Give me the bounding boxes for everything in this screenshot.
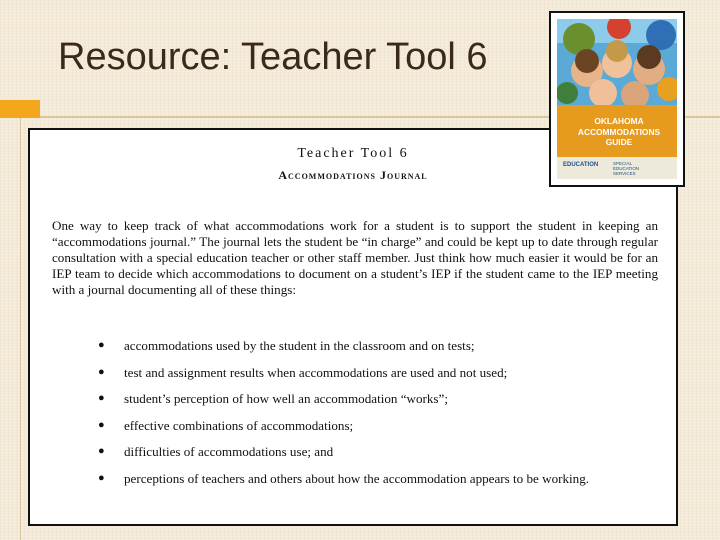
list-item-text: effective combinations of accommodations; <box>124 417 354 433</box>
cover-footer <box>557 157 677 179</box>
bullet-icon: ● <box>98 365 105 378</box>
document-paragraph: One way to keep track of what accommodations work for a student is to support the student in keeping an “accommodations journal.” The journal lets the student be “in charge” and could be kept up to date through regular consultation with a special education teacher or other staff member. Just think how much easier it would be for an IEP team to decide which accommodations to document on a student’s IEP if the student came to the IEP meeting with a journal documenting all of these things: <box>52 218 658 297</box>
list-item-text: perceptions of teachers and others about how the accommodation appears to be working. <box>124 470 590 486</box>
children-photo <box>557 19 677 105</box>
cover-title-line: GUIDE <box>605 137 633 147</box>
cover-title-line: ACCOMMODATIONS <box>577 126 661 137</box>
list-item <box>100 444 646 471</box>
department-text: SPECIAL EDUCATION SERVICES <box>613 161 640 176</box>
bullet-icon: ● <box>98 418 105 431</box>
document-bullet-list <box>100 338 646 505</box>
bullet-icon: ● <box>98 471 105 484</box>
education-logo: EDUCATION <box>563 162 599 168</box>
document-title: Teacher Tool 6 <box>297 146 409 161</box>
cover-title-line: OKLAHOMA <box>594 116 644 126</box>
accent-block <box>0 100 40 118</box>
list-item <box>100 418 646 445</box>
bullet-icon: ● <box>98 445 105 457</box>
list-item-text: accommodations used by the student in the classroom and on tests; <box>124 338 475 353</box>
list-item-text: difficulties of accommodations use; and <box>124 444 334 459</box>
list-item <box>100 365 646 392</box>
slide-title: Resource: Teacher Tool 6 <box>58 36 488 78</box>
list-item <box>100 471 646 505</box>
document-image <box>28 128 678 526</box>
bullet-icon: ● <box>98 392 105 404</box>
cover-title-band <box>557 105 677 157</box>
list-item-text: student’s perception of how well an accommodation “works”; <box>124 391 448 406</box>
bullet-icon: ● <box>98 339 105 351</box>
left-rule <box>20 118 21 540</box>
document-subtitle: Accommodations Journal <box>278 168 428 182</box>
list-item-text: test and assignment results when accommodations are used and not used; <box>124 364 508 380</box>
list-item <box>100 391 646 418</box>
list-item <box>100 338 646 365</box>
guide-cover-image <box>549 11 685 187</box>
